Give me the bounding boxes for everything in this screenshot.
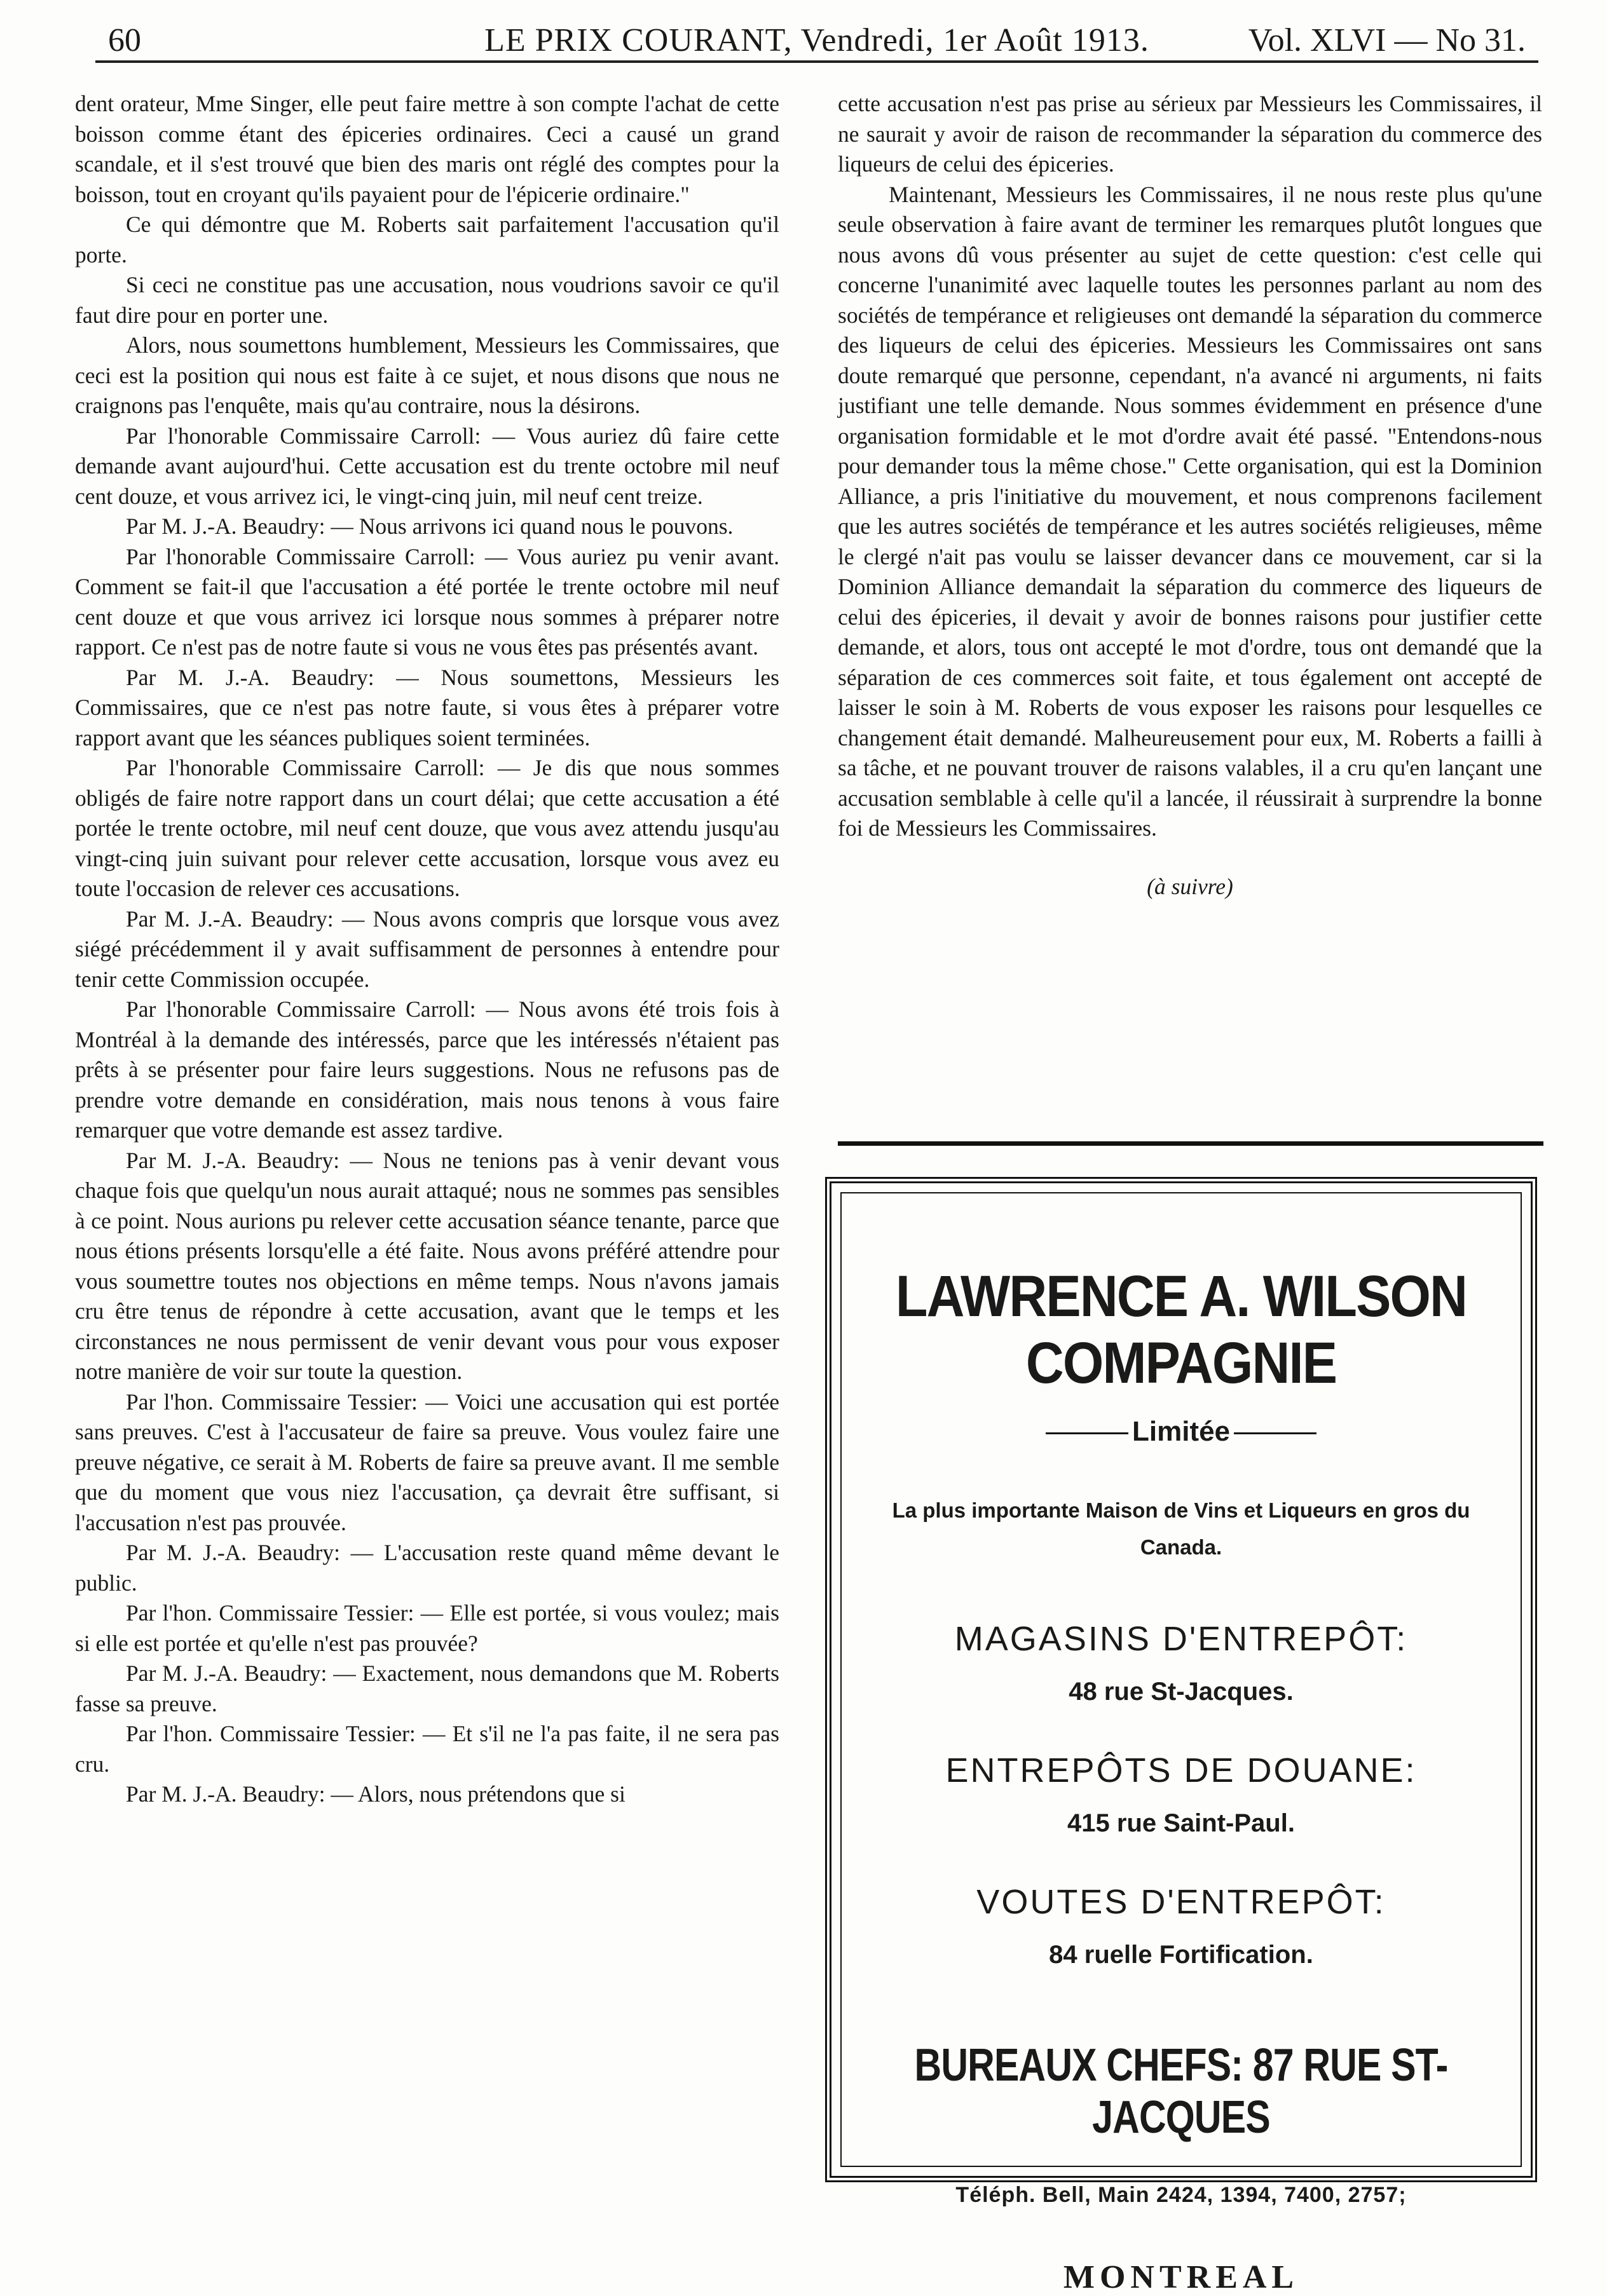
page-header	[95, 13, 1538, 63]
right-column	[838, 89, 1542, 902]
ad-city: MONTREAL	[1063, 2259, 1299, 2295]
paragraph: dent orateur, Mme Singer, elle peut faire mettre à son compte l'achat de cette boisson comme étant des épiceries ordinaires. Ceci a causé un grand scandale, et il s'est trouvé que bien des maris ont réglé des comptes pour la boisson, tout en croyant qu'ils payaient pour de l'épicerie ordinaire."	[75, 91, 779, 207]
ad-company-name: LAWRENCE A. WILSON COMPAGNIE	[895, 1264, 1467, 1396]
advertisement	[825, 1177, 1537, 2295]
page-number: 60	[108, 22, 141, 58]
paragraph: Ce qui démontre que M. Roberts sait parfaitement l'accusation qu'il porte.	[75, 212, 779, 268]
ad-section-address: 415 rue Saint-Paul.	[1067, 1809, 1295, 1837]
volume-number: Vol. XLVI — No 31.	[1248, 22, 1526, 58]
ad-section-address: 48 rue St-Jacques.	[1069, 1678, 1294, 1706]
paragraph: Par l'honorable Commissaire Carroll: — Vous auriez dû faire cette demande avant aujourd'hui. Cette accusation est du trente octobre mil neuf cent douze, et vous arrivez ici, le vingt-cinq juin, mil neuf cent treize.	[75, 423, 779, 509]
publication-title: LE PRIX COURANT, Vendredi, 1er Août 1913.	[484, 22, 1149, 58]
ad-section-title: VOUTES D'ENTREPÔT:	[976, 1883, 1386, 1921]
paragraph: Par l'hon. Commissaire Tessier: — Et s'il ne l'a pas faite, il ne sera pas cru.	[75, 1721, 779, 1777]
paragraph: Par l'honorable Commissaire Carroll: — Nous avons été trois fois à Montréal à la demande des intéressés, parce que les intéressés n'étaient pas prêts à se présenter pour faire leurs suggestions. Nous ne refusons pas de prendre votre demande en considération, mais nous tenons à vous faire remarquer que votre demande est assez tardive.	[75, 996, 779, 1143]
ad-section-address: 84 ruelle Fortification.	[1049, 1941, 1313, 1969]
continued-note: (à suivre)	[1147, 873, 1233, 899]
paragraph: cette accusation n'est pas prise au sérieux par Messieurs les Commissaires, il ne saurait y avoir de raison de recommander la séparation du commerce des liqueurs de celui des épiceries.	[838, 91, 1542, 177]
ad-section-title: ENTREPÔTS DE DOUANE:	[945, 1751, 1417, 1790]
paragraph: Par M. J.-A. Beaudry: — Nous avons compris que lorsque vous avez siégé précédemment il y avait suffisamment de personnes à entendre pour tenir cette Commission occupée.	[75, 906, 779, 992]
paragraph: Maintenant, Messieurs les Commissaires, il ne nous reste plus qu'une seule observation à faire avant de terminer les remarques plutôt longues que nous avons dû vous présenter au sujet de cette question: c'est celle qui concerne l'unanimité avec laquelle toutes les personnes parlant au nom des sociétés de tempérance et religieuses ont demandé la séparation du commerce des liqueurs de celui des épiceries. Messieurs les Commissaires ont sans doute remarqué que personne, cependant, n'a avancé ni arguments, ni faits justifiant une telle demande. Nous sommes évidemment en présence d'une organisation formidable et le mot d'ordre avait été passé. "Entendons-nous pour demander tous la même chose." Cette organisation, qui est la Dominion Alliance, a pris l'initiative du mouvement, et nous comprenons facilement que les autres sociétés de tempérance et les autres sociétés religieuses, même le clergé n'ait pas voulu se laisser devancer dans ce mouvement, car si la Dominion Alliance demandait la séparation du commerce des liqueurs de celui des épiceries, il devait y avoir de bonnes raisons pour justifier cette demande, et alors, tous ont accepté le mot d'ordre, tous ont demandé que la séparation de ces commerces soit faite, et tous également ont accepté de laisser le soin à M. Roberts de vous exposer les raisons pour lesquelles ce changement était demandé. Malheureusement pour eux, M. Roberts a failli à sa tâche, et ne pouvant trouver de raisons valables, il a cru qu'en lançant une accusation semblable à celle qu'il a lancée, il réussirait à surprendre la bonne foi de Messieurs les Commissaires.	[838, 181, 1542, 841]
paragraph: Par l'honorable Commissaire Carroll: — Vous auriez pu venir avant. Comment se fait-il que l'accusation a été portée le trente octobre mil neuf cent douze et que vous arrivez ici lorsque nous sommes à préparer notre rapport. Ce n'est pas de notre faute si vous ne vous êtes pas présentés avant.	[75, 543, 779, 660]
left-column	[75, 89, 779, 1810]
dash-rule	[1046, 1432, 1128, 1434]
divider-rule	[838, 1141, 1543, 1146]
paragraph: Par M. J.-A. Beaudry: — Nous arrivons ici quand nous le pouvons.	[126, 513, 734, 539]
ad-section-title: MAGASINS D'ENTREPÔT:	[954, 1620, 1408, 1658]
ad-tagline: La plus importante Maison de Vins et Liqueurs en gros du Canada.	[892, 1498, 1470, 1559]
paragraph: Par M. J.-A. Beaudry: — Nous soumettons, Messieurs les Commissaires, que ce n'est pas notre faute, si vous êtes à préparer votre rapport avant que les séances publiques soient terminées.	[75, 664, 779, 751]
advertisement-inner-frame	[840, 1192, 1522, 2295]
paragraph: Par l'hon. Commissaire Tessier: — Elle est portée, si vous voulez; mais si elle est portée et qu'elle n'est pas prouvée?	[75, 1600, 779, 1656]
ad-limitee-text: Limitée	[1132, 1416, 1231, 1447]
ad-telephone: Téléph. Bell, Main 2424, 1394, 7400, 2757;	[955, 2183, 1407, 2207]
dash-rule	[1234, 1432, 1316, 1434]
paragraph: Par M. J.-A. Beaudry: — Nous ne tenions pas à venir devant vous chaque fois que quelqu'un nous aurait attaqué; nous ne sommes pas sensibles à ce point. Nous aurions pu relever cette accusation séance tenante, parce que nous étions présents lorsqu'elle a été faite. Nous avons préféré attendre pour vous soumettre toutes nos objections en même temps. Nous n'avons jamais cru être tenus de répondre à cette accusation, avant que le temps et les circonstances ne nous permissent de venir devant vous pour vous exposer notre manière de voir sur toute la question.	[75, 1147, 779, 1384]
paragraph: Si ceci ne constitue pas une accusation, nous voudrions savoir ce qu'il faut dire pour en porter une.	[75, 272, 779, 328]
paragraph: Par M. J.-A. Beaudry: — L'accusation reste quand même devant le public.	[75, 1540, 779, 1596]
paragraph: Par M. J.-A. Beaudry: — Alors, nous prétendons que si	[126, 1781, 626, 1807]
paragraph: Alors, nous soumettons humblement, Messieurs les Commissaires, que ceci est la position qui nous est faite à ce sujet, et nous disons que nous ne craignons pas l'enquête, mais qu'au contraire, nous la désirons.	[75, 332, 779, 418]
ad-headquarters: BUREAUX CHEFS: 87 RUE ST-JACQUES	[914, 2040, 1448, 2143]
paragraph: Par M. J.-A. Beaudry: — Exactement, nous demandons que M. Roberts fasse sa preuve.	[75, 1661, 779, 1716]
paragraph: Par l'honorable Commissaire Carroll: — Je dis que nous sommes obligés de faire notre rapport dans un court délai; que cette accusation a été portée le trente octobre, mil neuf cent douze, que vous avez attendu jusqu'au vingt-cinq juin suivant pour relever cette accusation, lorsque vous avez eu toute l'occasion de relever ces accusations.	[75, 755, 779, 901]
paragraph: Par l'hon. Commissaire Tessier: — Voici une accusation qui est portée sans preuves. C'est à l'accusateur de faire sa preuve. Vous voulez faire une preuve négative, ce serait à M. Roberts de faire sa preuve avant. Il me semble que du moment que vous niez l'accusation, ça devrait être suffisant, si l'accusation n'est pas prouvée.	[75, 1389, 779, 1535]
ad-limitee	[842, 1416, 1521, 1448]
